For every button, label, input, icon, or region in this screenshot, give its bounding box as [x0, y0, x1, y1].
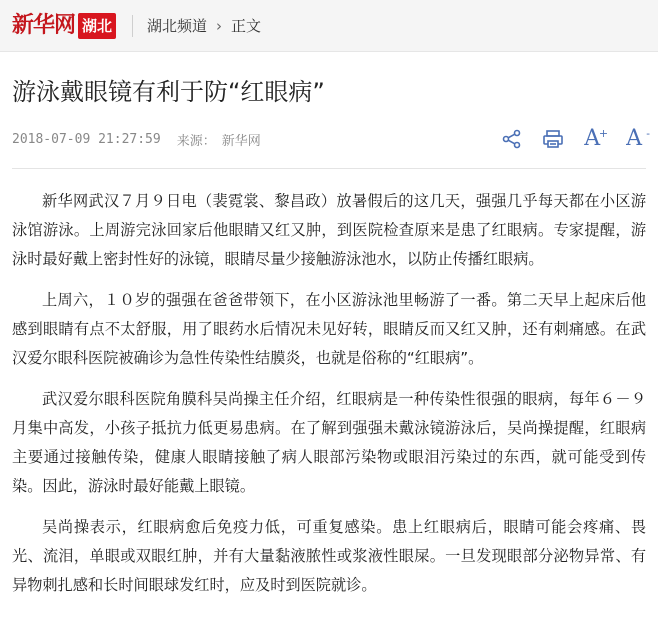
font-increase-button[interactable]	[584, 126, 609, 151]
article-paragraph: 新华网武汉７月９日电（裴霓裳、黎昌政）放暑假后的这几天，强强几乎每天都在小区游泳馆游泳。上周游完泳回家后他眼睛又红又肿，到医院检查原来是患了红眼病。专家提醒，游泳时最好戴上密封性好的泳镜，眼睛尽量少接触游泳池水，以防止传播红眼病。	[12, 192, 646, 268]
breadcrumb	[147, 15, 261, 36]
font-increase-sup: +	[598, 127, 609, 140]
article-paragraph: 上周六，１０岁的强强在爸爸带领下，在小区游泳池里畅游了一番。第二天早上起床后他感到眼睛有点不太舒服，用了眼药水后情况未见好转，眼睛反而又红又肿，还有刺痛感。在武汉爱尔眼科医院被确诊为急性传染性结膜炎，也就是俗称的“红眼病”。	[12, 291, 646, 367]
article-title: 游泳戴眼镜有利于防“红眼病”	[12, 78, 325, 106]
breadcrumb-channel-link[interactable]: 湖北频道	[147, 17, 208, 35]
share-icon[interactable]	[502, 129, 522, 149]
article-body	[0, 169, 658, 600]
font-decrease-label: A	[626, 126, 642, 151]
article-tools	[502, 126, 650, 151]
chevron-right-icon: ›	[216, 16, 223, 35]
publish-date: 2018-07-09 21:27:59	[12, 131, 161, 147]
source-label: 来源：	[176, 133, 216, 149]
font-increase-label: A	[584, 126, 601, 151]
article-header	[0, 76, 658, 154]
print-icon[interactable]	[542, 129, 564, 149]
site-logo[interactable]	[12, 11, 116, 41]
font-decrease-sup: -	[646, 127, 650, 140]
site-header	[0, 0, 658, 52]
article-paragraph: 武汉爱尔眼科医院角膜科吴尚操主任介绍，红眼病是一种传染性很强的眼病，每年６－９月集中高发，小孩子抵抗力低更易患病。在了解到强强未戴泳镜游泳后，吴尚操提醒，红眼病主要通过接触传染，健康人眼睛接触了病人眼部污染物或眼泪污染过的东西，就可能受到传染。因此，游泳时最好能戴上眼镜。	[12, 390, 646, 495]
article-paragraph: 吴尚操表示，红眼病愈后免疫力低，可重复感染。患上红眼病后，眼睛可能会疼痛、畏光、流泪，单眼或双眼红肿，并有大量黏液脓性或浆液性眼屎。一旦发现眼部分泌物异常、有异物刺扎感和长时间眼球发红时，应及时到医院就诊。	[12, 518, 646, 594]
logo-text: 新华网	[12, 12, 76, 38]
logo-region-badge: 湖北	[78, 13, 116, 39]
source-name: 新华网	[221, 133, 261, 149]
header-divider	[132, 15, 133, 37]
font-decrease-button[interactable]	[626, 126, 650, 151]
article-meta	[12, 124, 650, 154]
breadcrumb-current: 正文	[231, 17, 262, 35]
